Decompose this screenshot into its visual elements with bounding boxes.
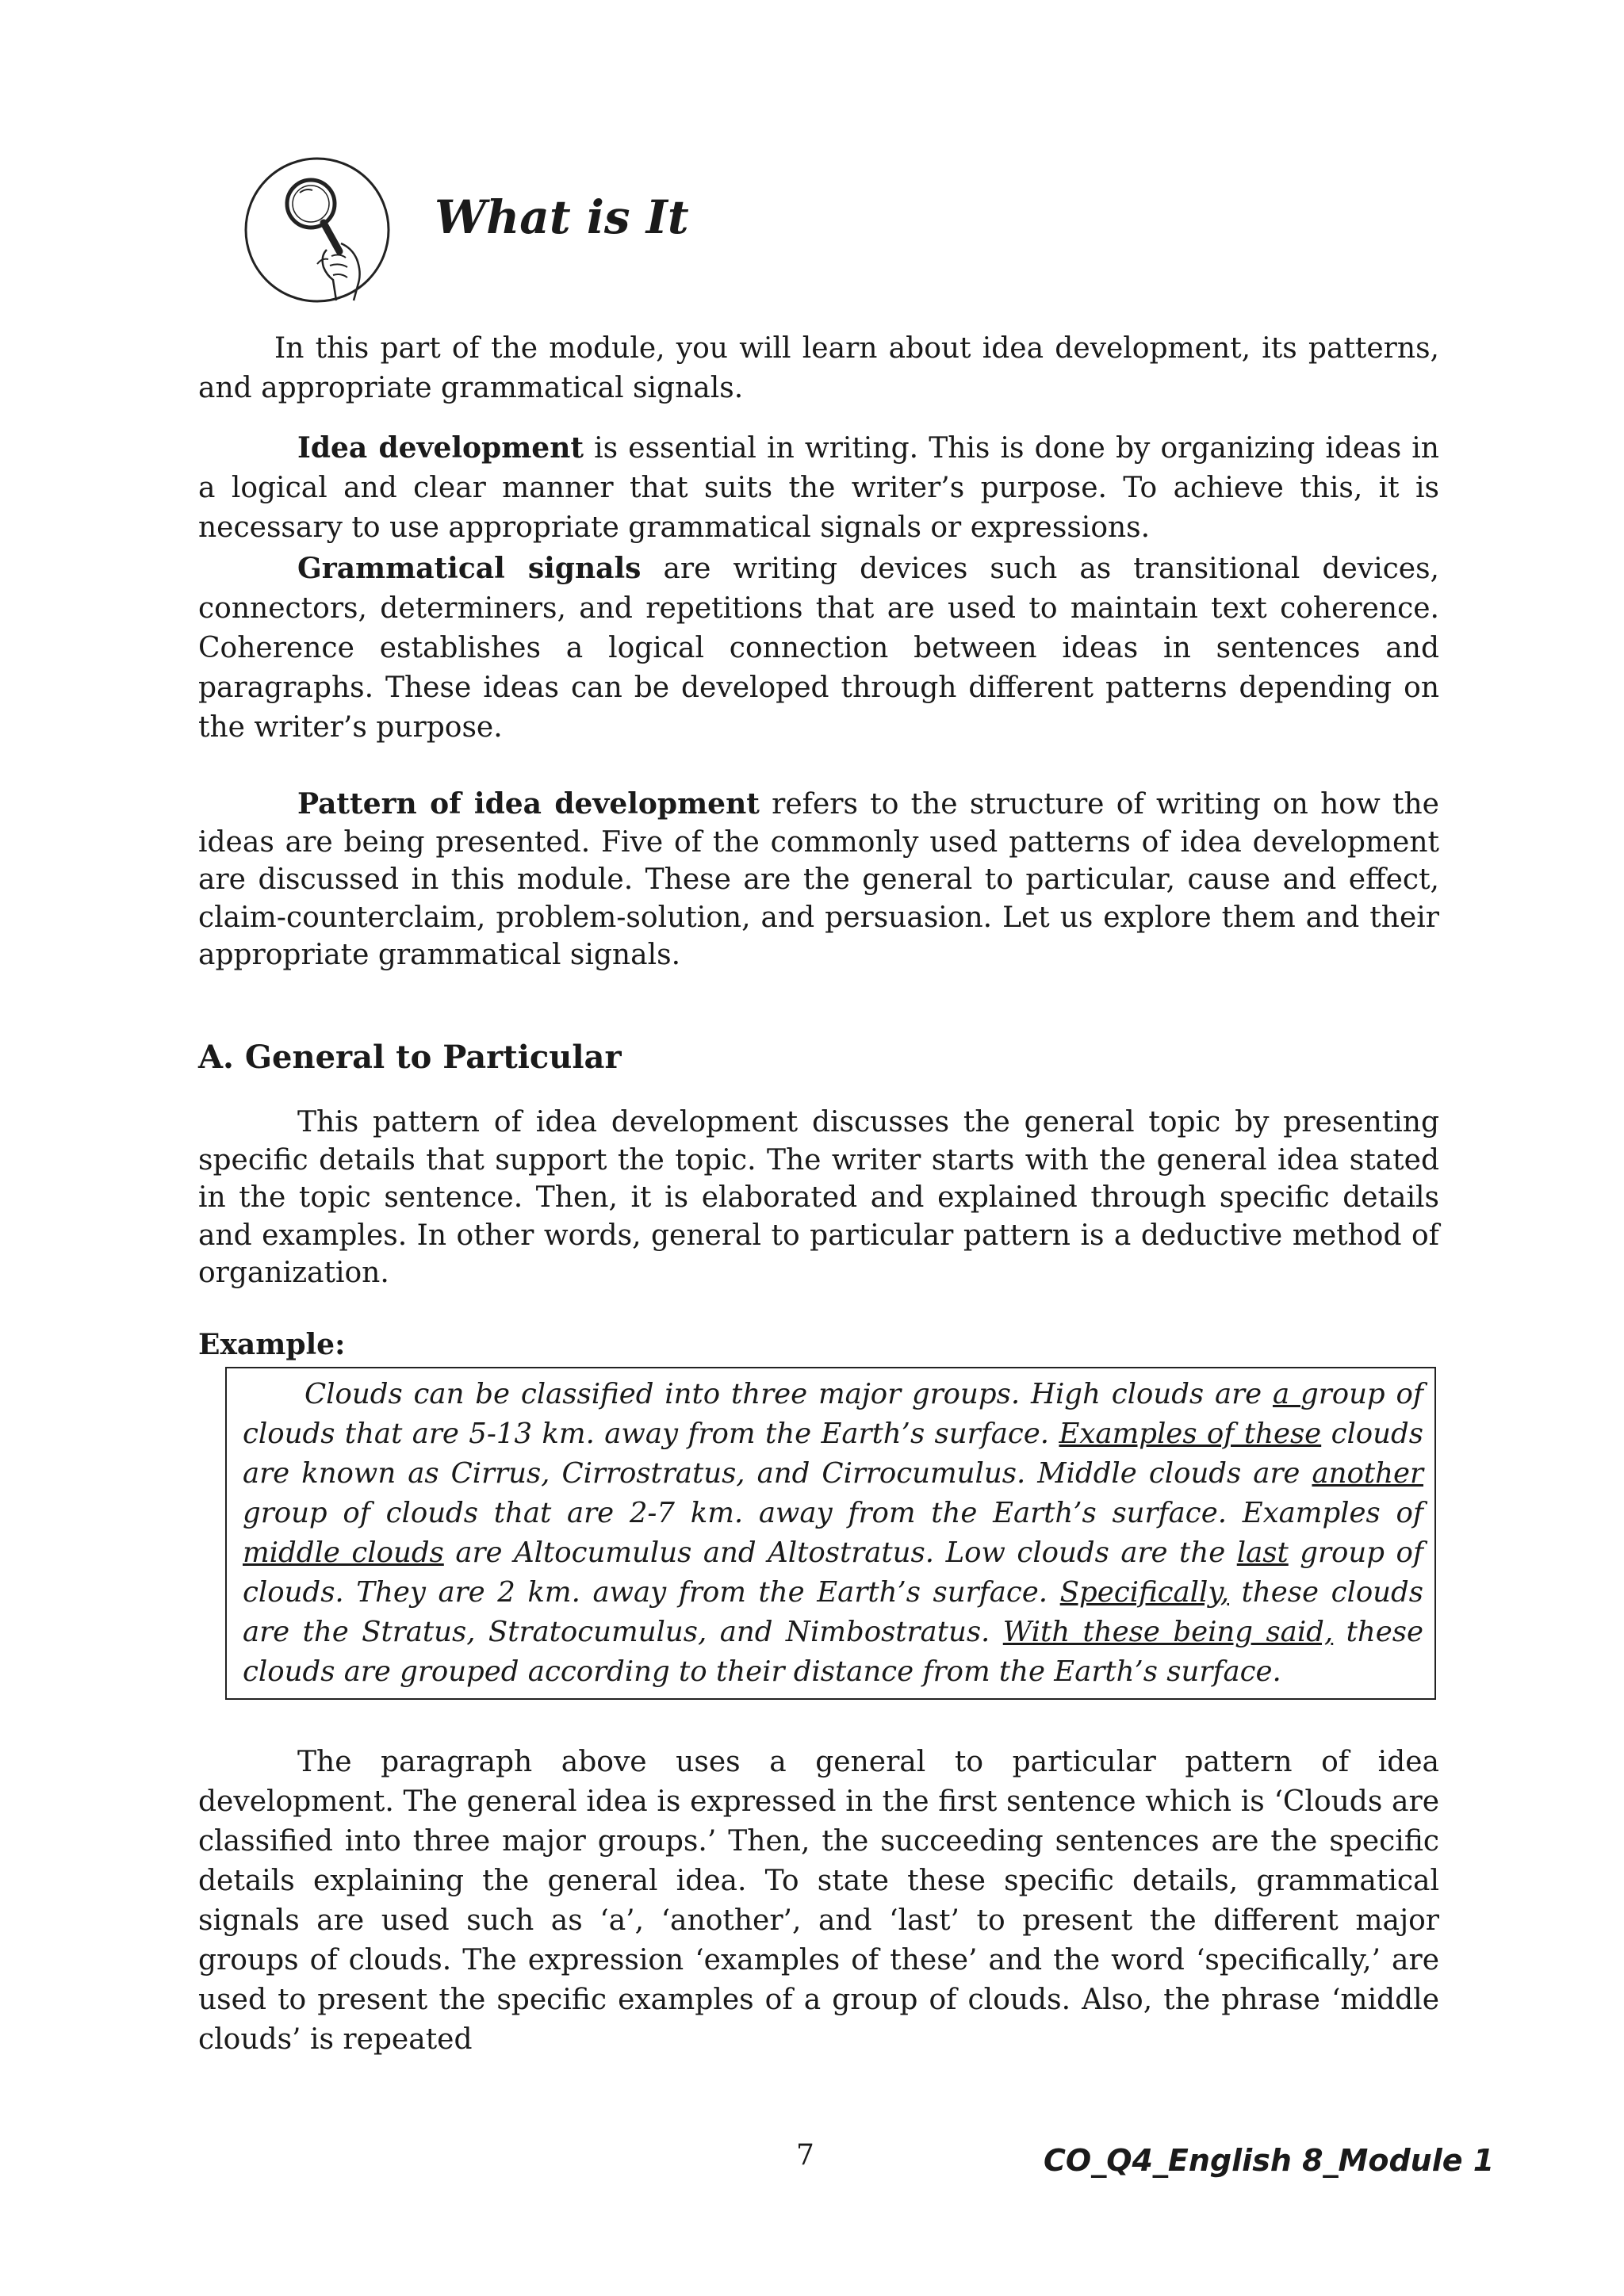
page-number: 7 [796, 2139, 814, 2172]
example-label: Example: [198, 1328, 346, 1361]
idea-development-paragraph: Idea development is essential in writing. This is done by organizing ideas in a logical and clear manner that suits the writer’s purpose. To achieve this, it is necessary to use appropriate grammatical signals or expressions. [198, 431, 1439, 544]
section-description: This pattern of idea development discusses the general topic by presenting specific details that support the topic. The writer starts with the general idea stated in the topic sentence. Then, it is elaborated and explained through specific details and examples. In other words, general to particular pattern is a deductive method of organization. [198, 1106, 1439, 1289]
grammatical-signals-paragraph: Grammatical signals are writing devices such as transitional devices, connectors, determiners, and repetitions that are used to maintain text coherence. Coherence establishes a logical connection between ideas in sentences and paragraphs. These ideas can be developed through different patterns depending on the writer’s purpose. [198, 552, 1439, 744]
term-pattern: Pattern of idea development [297, 787, 760, 821]
intro-paragraph: In this part of the module, you will learn about idea development, its patterns, and appropriate grammatical signals. [198, 332, 1439, 404]
pattern-paragraph: Pattern of idea development refers to the structure of writing on how the ideas are being presented. Five of the commonly used patterns of idea development are discussed in this module. These are the general to particular, cause and effect, claim-counterclaim, problem-solution, and persuasion. Let us explore them and their appropriate grammatical signals. [198, 787, 1439, 971]
section-title: What is It [435, 190, 689, 244]
module-footer: CO_Q4_English 8_Module 1 [1044, 2143, 1495, 2178]
example-paragraph: Clouds can be classified into three major groups. High clouds are a group of clouds that are 5-13 km. away from the Earth’s surface. Examples of these clouds are known as Cirrus, Cirrostratus, and Cirrocumulus. Middle clouds are another group of clouds that are 2-7 km. away from the Earth’s surface. Examples of middle clouds are Altocumulus and Altostratus. Low clouds are the last group of clouds. They are 2 km. away from the Earth’s surface. Specifically, these clouds are the Stratus, Stratocumulus, and Nimbostratus. With these being said, these clouds are grouped according to their distance from the Earth’s surface. [243, 1378, 1424, 1688]
section-heading: A. General to Particular [198, 1039, 622, 1076]
example-box [225, 1367, 1436, 1700]
magnifying-glass-icon [238, 155, 396, 305]
term-idea-development: Idea development [297, 431, 584, 465]
explanation-paragraph: The paragraph above uses a general to particular pattern of idea development. The general idea is expressed in the first sentence which is ‘Clouds are classified into three major groups.’ Then, the succeeding sentences are the specific details explaining the general idea. To state these specific details, grammatical signals are used such as ‘a’, ‘another’, and ‘last’ to present the different major groups of clouds. The expression ‘examples of these’ and the word ‘specifically,’ are used to present the specific examples of a group of clouds. Also, the phrase ‘middle clouds’ is repeated [198, 1746, 1439, 2056]
term-grammatical-signals: Grammatical signals [297, 552, 642, 585]
